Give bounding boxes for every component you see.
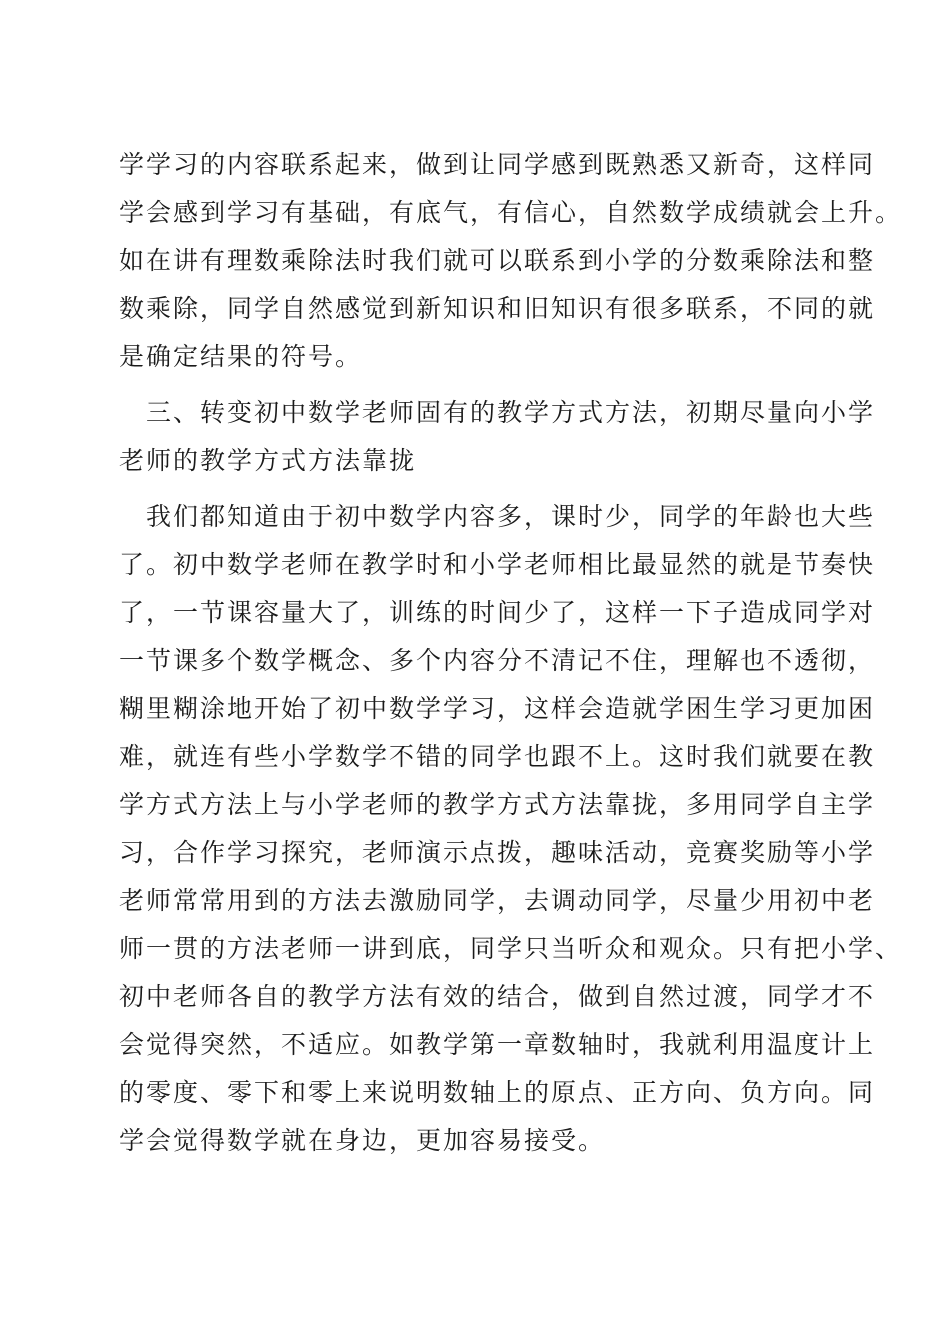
text-line: 会觉得突然，不适应。如教学第一章数轴时，我就利用温度计上 (119, 1030, 876, 1059)
text-line: 老师常常用到的方法去激励同学，去调动同学，尽量少用初中老 (119, 886, 876, 915)
text-line: 是确定结果的符号。 (119, 342, 363, 371)
text-line: 学学习的内容联系起来，做到让同学感到既熟悉又新奇，这样同 (119, 150, 876, 179)
text-line: 我们都知道由于初中数学内容多，课时少，同学的年龄也大些 (146, 502, 876, 531)
text-line: 师一贯的方法老师一讲到底，同学只当听众和观众。只有把小学、 (119, 934, 903, 963)
section-heading-line: 老师的教学方式方法靠拢 (119, 446, 417, 475)
text-line: 的零度、零下和零上来说明数轴上的原点、正方向、负方向。同 (119, 1078, 876, 1107)
text-line: 了。初中数学老师在教学时和小学老师相比最显然的就是节奏快 (119, 550, 876, 579)
section-heading-line: 三、转变初中数学老师固有的教学方式方法，初期尽量向小学 (146, 398, 876, 427)
text-line: 学方式方法上与小学老师的教学方式方法靠拢，多用同学自主学 (119, 790, 876, 819)
text-line: 一节课多个数学概念、多个内容分不清记不住，理解也不透彻， (119, 646, 876, 675)
text-line: 学会觉得数学就在身边，更加容易接受。 (119, 1126, 606, 1155)
text-line: 了，一节课容量大了，训练的时间少了，这样一下子造成同学对 (119, 598, 876, 627)
text-line: 如在讲有理数乘除法时我们就可以联系到小学的分数乘除法和整 (119, 246, 876, 275)
text-line: 初中老师各自的教学方法有效的结合，做到自然过渡，同学才不 (119, 982, 876, 1011)
text-line: 习，合作学习探究，老师演示点拨，趣味活动，竞赛奖励等小学 (119, 838, 876, 867)
text-line: 学会感到学习有基础，有底气，有信心，自然数学成绩就会上升。 (119, 198, 903, 227)
text-line: 难，就连有些小学数学不错的同学也跟不上。这时我们就要在教 (119, 742, 876, 771)
text-line: 数乘除，同学自然感觉到新知识和旧知识有很多联系，不同的就 (119, 294, 876, 323)
text-line: 糊里糊涂地开始了初中数学学习，这样会造就学困生学习更加困 (119, 694, 876, 723)
